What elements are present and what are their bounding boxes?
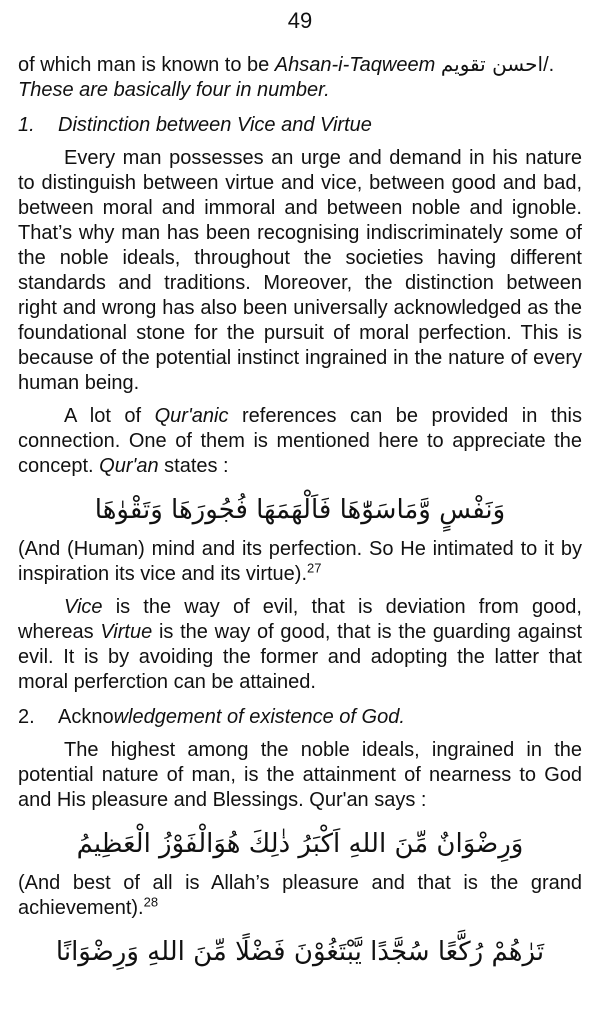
arabic-verse-1: وَنَفْسٍ وَّمَاسَوّٰهَا فَاَلْهَمَهَا فُجُورَهَا وَتَقْوٰهَا (94, 495, 506, 525)
intro-line-2: These are basically four in number. (18, 79, 330, 101)
para2-term: Qur'anic (154, 405, 229, 427)
section-2-paragraph-1: The highest among the noble ideals, ingrained in the potential nature of man, is the attainment of nearness to God and His pleasure and Blessings. Qur'an says : (18, 739, 582, 811)
para2-suffix: references can be provided in this connection. One of them is mentioned here to appreciate the concept. (18, 405, 582, 477)
section-1-paragraph-3 (18, 595, 582, 695)
para3-mid-2: is the way of good, that is the guarding against evil. It is by avoiding the former and adopting the latter that moral perferction can be attained. (18, 621, 582, 693)
para3-term-vice: Vice (64, 596, 103, 618)
footnote-ref-27: 27 (307, 560, 322, 576)
intro-prefix: of which man is known to be (18, 54, 275, 76)
section-1-heading (18, 113, 582, 138)
intro-line-1 (18, 52, 582, 78)
section-2-title (58, 705, 405, 730)
para3-mid-1: is the way of evil, that is deviation from good, whereas (18, 596, 582, 643)
section-2-number: 2. (18, 706, 35, 728)
para3-term-virtue: Virtue (100, 621, 153, 643)
section-1-number: 1. (18, 114, 35, 136)
translation-1-text: (And (Human) mind and its perfection. So He intimated to it by inspiration its vice and its virtue). (18, 538, 582, 585)
arabic-verse-2: وَرِضْوَانٌ مِّنَ اللهِ اَكْبَرُ ذٰلِكَ هُوَالْفَوْزُ الْعَظِيمُ (76, 829, 524, 859)
section-2-title-italic: wledgement of existence of God. (113, 706, 405, 728)
para2-prefix: A lot of (64, 405, 155, 427)
arabic-verse-3: تَرٰهُمْ رُكَّعًا سُجَّدًا يَّبْتَغُوْنَ فَضْلًا مِّنَ اللهِ وَرِضْوَانًا (55, 937, 545, 967)
section-1-paragraph-1: Every man possesses an urge and demand in his nature to distinguish between virtue and vice, between good and bad, between moral and immoral and between noble and ignoble. That’s why man has been recognising indiscriminately some of the noble ideals, throughout the societies having different standards and traditions. Moreover, the distinction between right and wrong has also been universally acknowledged as the foundational stone for the pursuit of moral perfection. This is because of the potential instinct ingrained in the nature of every human being. (18, 147, 582, 394)
section-2-title-plain: Ackno (58, 706, 114, 728)
section-1-paragraph-2 (18, 404, 582, 479)
section-2-heading (18, 705, 582, 730)
intro-term: Ahsan-i-Taqweem (274, 54, 436, 76)
translation-2 (18, 871, 582, 921)
footnote-ref-28: 28 (143, 894, 159, 910)
para2-term-2: Qur'an (99, 455, 159, 477)
translation-1 (18, 537, 582, 587)
section-1-title: Distinction between Vice and Virtue (58, 114, 372, 136)
page-number: 49 (287, 8, 313, 33)
intro-arabic-term: احسن تقويم (440, 52, 544, 76)
translation-2-text: (And best of all is Allah’s pleasure and that is the grand achievement). (18, 872, 582, 919)
para2-end: states : (158, 455, 229, 477)
intro-suffix: /. (543, 54, 555, 76)
